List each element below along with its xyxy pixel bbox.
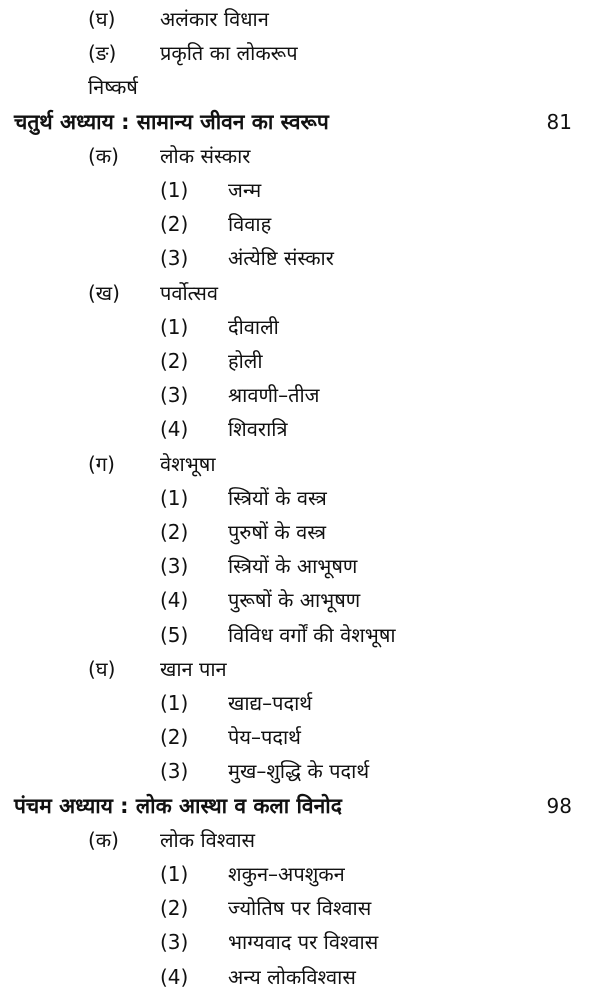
item-entry [0,891,600,925]
section-marker: (घ) [88,656,116,681]
chapter-title: पंचम अध्याय : लोक आस्था व कला विनोद [14,793,342,818]
item-marker: (1) [160,314,189,339]
item-title: होली [228,349,263,373]
section-entry [0,447,600,481]
section-marker: (घ) [88,7,116,31]
section-marker: (ख) [88,280,120,305]
item-title: स्त्रियों के वस्त्र [228,485,327,510]
section-title: खान पान [160,656,227,681]
item-entry [0,960,600,994]
item-marker: (2) [160,725,189,750]
section-title: पर्वोत्सव [160,280,219,305]
item-marker: (3) [160,554,189,579]
item-marker: (3) [160,383,189,408]
item-title: ज्योतिष पर विश्वास [228,896,372,921]
item-marker: (2) [160,349,189,373]
section-marker: (ग) [88,451,115,476]
item-entry [0,344,600,378]
item-entry [0,378,600,412]
page-number: 81 [546,109,572,134]
section-marker: (ङ) [88,41,117,66]
section-marker: (क) [88,827,119,852]
item-title: स्त्रियों के आभूषण [228,554,358,579]
item-entry [0,618,600,652]
item-entry [0,412,600,446]
item-marker: (3) [160,759,189,784]
section-title: अलंकार विधान [160,7,269,31]
section-entry [0,276,600,310]
item-title: शिवरात्रि [228,417,288,442]
item-marker: (1) [160,862,189,886]
entry-title: निष्कर्ष [88,75,138,100]
item-title: भाग्यवाद पर विश्वास [228,930,379,955]
section-entry [0,823,600,857]
item-entry [0,310,600,344]
item-marker: (2) [160,520,189,544]
item-marker: (2) [160,896,189,921]
section-entry [0,139,600,173]
section-marker: (क) [88,143,119,168]
item-marker: (1) [160,485,189,510]
item-title: विविध वर्गों की वेशभूषा [228,622,396,647]
section-title: लोक संस्कार [160,143,251,168]
item-marker: (1) [160,691,189,715]
item-title: श्रावणी–तीज [228,383,320,408]
item-entry [0,720,600,754]
item-marker: (5) [160,622,189,647]
item-title: अन्य लोकविश्वास [228,964,356,989]
section-title: लोक विश्वास [160,827,256,852]
item-title: पुरुषों के वस्त्र [228,520,327,544]
item-marker: (3) [160,930,189,955]
item-marker: (2) [160,212,189,237]
item-entry [0,481,600,515]
item-title: पेय–पदार्थ [228,725,301,750]
item-marker: (4) [160,964,189,989]
item-entry [0,857,600,891]
page-number: 98 [546,793,572,818]
item-entry [0,241,600,275]
item-entry [0,173,600,207]
item-title: विवाह [228,212,272,237]
item-entry [0,549,600,583]
item-marker: (1) [160,178,189,202]
section-entry [0,652,600,686]
section-entry [0,36,600,70]
item-title: खाद्य–पदार्थ [228,691,313,715]
item-title: जन्म [228,178,262,202]
item-entry [0,925,600,959]
item-title: पुरूषों के आभूषण [228,588,361,613]
item-entry [0,754,600,788]
item-entry [0,583,600,617]
plain-entry [0,70,600,104]
item-marker: (3) [160,246,189,271]
section-title: प्रकृति का लोकरूप [160,41,298,66]
section-entry [0,2,600,36]
item-entry [0,515,600,549]
section-title: वेशभूषा [160,451,216,476]
item-title: मुख–शुद्धि के पदार्थ [228,759,370,784]
chapter-title: चतुर्थ अध्याय : सामान्य जीवन का स्वरूप [14,109,329,134]
item-title: शकुन–अपशुकन [228,862,345,886]
item-title: दीवाली [228,314,279,339]
item-marker: (4) [160,417,189,442]
chapter-heading [0,105,600,139]
item-entry [0,207,600,241]
item-title: अंत्येष्टि संस्कार [228,246,334,271]
item-marker: (4) [160,588,189,613]
item-entry [0,686,600,720]
chapter-heading [0,789,600,823]
